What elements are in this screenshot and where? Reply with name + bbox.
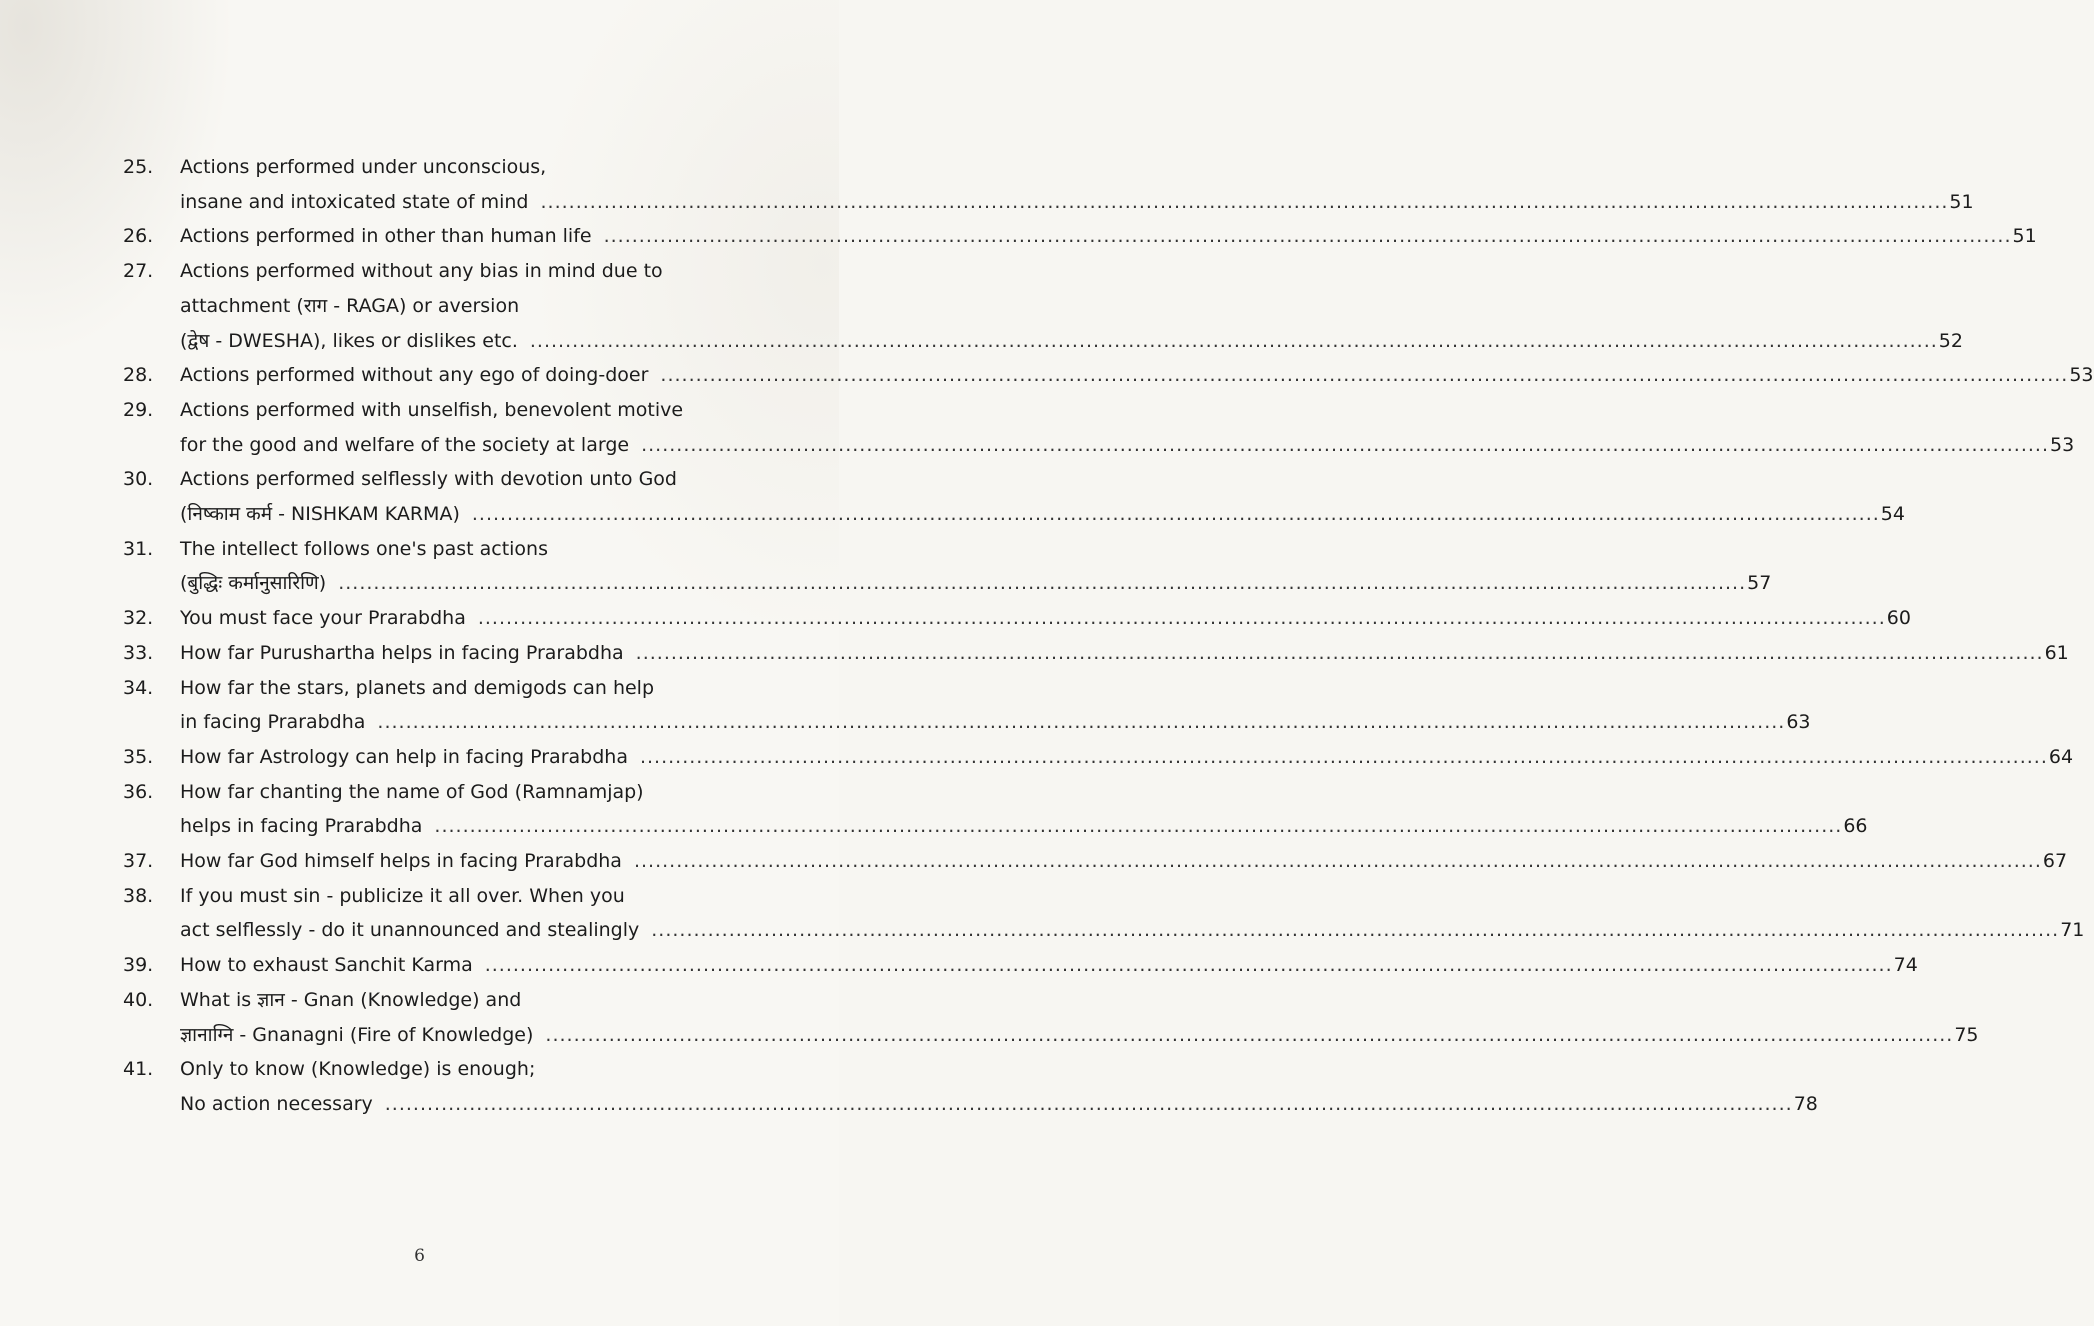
toc-entry: [123, 948, 1918, 983]
entry-line: [180, 1087, 1818, 1122]
entry-line-text: How far Purushartha helps in facing Prarabdha: [180, 641, 624, 664]
entry-number: 35.: [123, 745, 154, 768]
entry-number: 26.: [123, 225, 154, 248]
toc-entry: [123, 254, 1963, 358]
dot-leader: [478, 601, 1886, 636]
entry-title: [180, 393, 2074, 462]
entry-line: [180, 879, 2084, 914]
entry-line: [180, 983, 1979, 1018]
dot-leader: [636, 636, 2044, 671]
entry-page: 54: [1880, 503, 1905, 526]
entry-line-text: Actions performed in other than human life: [180, 225, 592, 248]
entry-line-text: Actions performed under unconscious,: [180, 156, 547, 178]
dot-leader: [604, 219, 2012, 254]
entry-line: [180, 775, 1868, 810]
dot-leader: [545, 1018, 1953, 1053]
entry-line-text: Actions performed without any bias in mind due to: [180, 260, 663, 283]
entry-title: [180, 462, 1905, 531]
entry-title: [180, 1052, 1818, 1121]
entry-line: [180, 254, 1963, 289]
entry-page: 60: [1886, 607, 1911, 630]
entry-line-text: helps in facing Prarabdha: [180, 815, 423, 838]
entry-line-text: How far God himself helps in facing Prarabdha: [180, 850, 622, 873]
dot-leader: [434, 809, 1842, 844]
entry-title: [180, 636, 2069, 671]
dot-leader: [385, 1087, 1793, 1122]
entry-page: 57: [1747, 572, 1772, 595]
entry-page: 52: [1938, 329, 1963, 352]
toc-entry: [123, 983, 1979, 1052]
entry-line: [180, 1052, 1818, 1087]
page-number: 6: [414, 1246, 425, 1266]
entry-title: [180, 671, 1811, 740]
entry-number: 32.: [123, 607, 154, 630]
entry-line: [180, 532, 1771, 567]
entry-number: 33.: [123, 641, 154, 664]
entry-page: 74: [1893, 954, 1918, 977]
entry-line-text: for the good and welfare of the society at large: [180, 433, 630, 456]
dot-leader: [472, 497, 1880, 532]
dot-leader: [640, 740, 2048, 775]
toc-entry: [123, 775, 1868, 844]
entry-number: 30.: [123, 468, 154, 491]
toc-entry: [123, 150, 1974, 219]
entry-line: [180, 428, 2074, 463]
entry-line: [180, 913, 2084, 948]
toc-entry: [123, 219, 2037, 254]
entry-page: 75: [1954, 1023, 1979, 1046]
entry-line: [180, 219, 2037, 254]
entry-line-text: Actions performed without any ego of doing-doer: [180, 364, 649, 387]
entry-line-text: How to exhaust Sanchit Karma: [180, 954, 473, 977]
entry-number: 36.: [123, 780, 154, 803]
entry-page: 78: [1793, 1092, 1818, 1115]
entry-line-text: Actions performed selflessly with devotion unto God: [180, 468, 677, 491]
entry-title: [180, 879, 2084, 948]
entry-title: [180, 254, 1963, 358]
entry-page: 51: [2012, 225, 2037, 248]
entry-title: [180, 740, 2073, 775]
entry-number: 41.: [123, 1058, 154, 1081]
entry-page: 51: [1949, 190, 1974, 213]
entry-title: [180, 983, 1979, 1052]
entry-line-text: act selflessly - do it unannounced and stealingly: [180, 919, 640, 942]
dot-leader: [377, 705, 1785, 740]
entry-title: [180, 150, 1974, 219]
table-of-contents: [123, 150, 2094, 1122]
entry-line-text: How far Astrology can help in facing Prarabdha: [180, 745, 628, 768]
dot-leader: [485, 948, 1893, 983]
entry-number: 31.: [123, 537, 154, 560]
entry-line: [180, 289, 1963, 324]
entry-line: [180, 185, 1974, 220]
toc-entry: [123, 740, 2074, 775]
toc-entry: [123, 671, 1811, 740]
entry-page: 71: [2060, 919, 2085, 942]
entry-line: [180, 324, 1963, 359]
entry-title: [180, 532, 1771, 601]
toc-entry: [123, 1052, 1818, 1121]
entry-page: 53: [2069, 364, 2094, 387]
entry-line: [180, 948, 1918, 983]
entry-number: 39.: [123, 954, 154, 977]
toc-entry: [123, 636, 2069, 671]
entry-line: [180, 809, 1868, 844]
entry-number: 38.: [123, 884, 154, 907]
entry-line: [180, 601, 1911, 636]
toc-entry: [123, 601, 1911, 636]
entry-title: [180, 219, 2037, 254]
entry-number: 40.: [123, 988, 154, 1011]
entry-page: 66: [1843, 815, 1868, 838]
entry-number: 28.: [123, 364, 154, 387]
dot-leader: [634, 844, 2042, 879]
entry-line: [180, 671, 1811, 706]
entry-number: 25.: [123, 156, 154, 178]
entry-line: [180, 705, 1811, 740]
dot-leader: [530, 324, 1938, 359]
entry-number: 27.: [123, 260, 154, 283]
entry-line: [180, 636, 2069, 671]
entry-line: [180, 497, 1905, 532]
toc-entry: [123, 532, 1772, 601]
entry-line-text: If you must sin - publicize it all over. When you: [180, 884, 625, 907]
entry-title: [180, 775, 1868, 844]
entry-line-text: (निष्काम कर्म - NISHKAM KARMA): [180, 503, 460, 526]
entry-line: [180, 1018, 1979, 1053]
entry-line-text: (द्वेष - DWESHA), likes or dislikes etc.: [180, 329, 518, 352]
entry-page: 61: [2044, 641, 2069, 664]
toc-entry: [123, 358, 2094, 393]
entry-page: 67: [2042, 850, 2068, 873]
entry-line-text: You must face your Prarabdha: [180, 607, 466, 630]
entry-number: 34.: [123, 676, 154, 699]
dot-leader: [541, 185, 1949, 220]
toc-entry: [123, 844, 2068, 879]
entry-line-text: insane and intoxicated state of mind: [180, 190, 529, 213]
toc-entry: [123, 393, 2075, 462]
toc-entry: [123, 462, 1905, 531]
entry-line-text: (बुद्धिः कर्मानुसारिणि): [180, 572, 327, 595]
entry-line-text: Actions performed with unselfish, benevolent motive: [180, 398, 684, 421]
entry-line: [180, 844, 2067, 879]
entry-page: 64: [2048, 745, 2074, 768]
entry-page: 63: [1786, 711, 1811, 734]
entry-line-text: What is ज्ञान - Gnan (Knowledge) and: [180, 988, 522, 1011]
entry-number: 37.: [123, 850, 154, 873]
entry-line: [180, 393, 2074, 428]
entry-line-text: No action necessary: [180, 1092, 373, 1115]
dot-leader: [641, 428, 2049, 463]
entry-line-text: ज्ञानाग्नि - Gnanagni (Fire of Knowledge): [180, 1023, 534, 1046]
toc-entry: [123, 879, 2085, 948]
entry-line: [180, 358, 2094, 393]
entry-title: [180, 358, 2094, 393]
entry-line: [180, 566, 1771, 601]
entry-title: [180, 948, 1918, 983]
entry-line: [180, 740, 2073, 775]
dot-leader: [660, 358, 2068, 393]
entry-line: [180, 150, 1974, 185]
entry-line-text: How far chanting the name of God (Ramnamjap): [180, 780, 644, 803]
dot-leader: [651, 913, 2059, 948]
entry-line-text: The intellect follows one's past actions: [180, 537, 548, 560]
entry-line-text: How far the stars, planets and demigods can help: [180, 676, 655, 699]
entry-line-text: in facing Prarabdha: [180, 711, 366, 734]
entry-page: 53: [2050, 433, 2075, 456]
entry-line-text: attachment (राग - RAGA) or aversion: [180, 294, 520, 317]
entry-number: 29.: [123, 398, 154, 421]
entry-title: [180, 844, 2067, 879]
entry-title: [180, 601, 1911, 636]
dot-leader: [338, 566, 1746, 601]
entry-line-text: Only to know (Knowledge) is enough;: [180, 1058, 536, 1081]
entry-line: [180, 462, 1905, 497]
